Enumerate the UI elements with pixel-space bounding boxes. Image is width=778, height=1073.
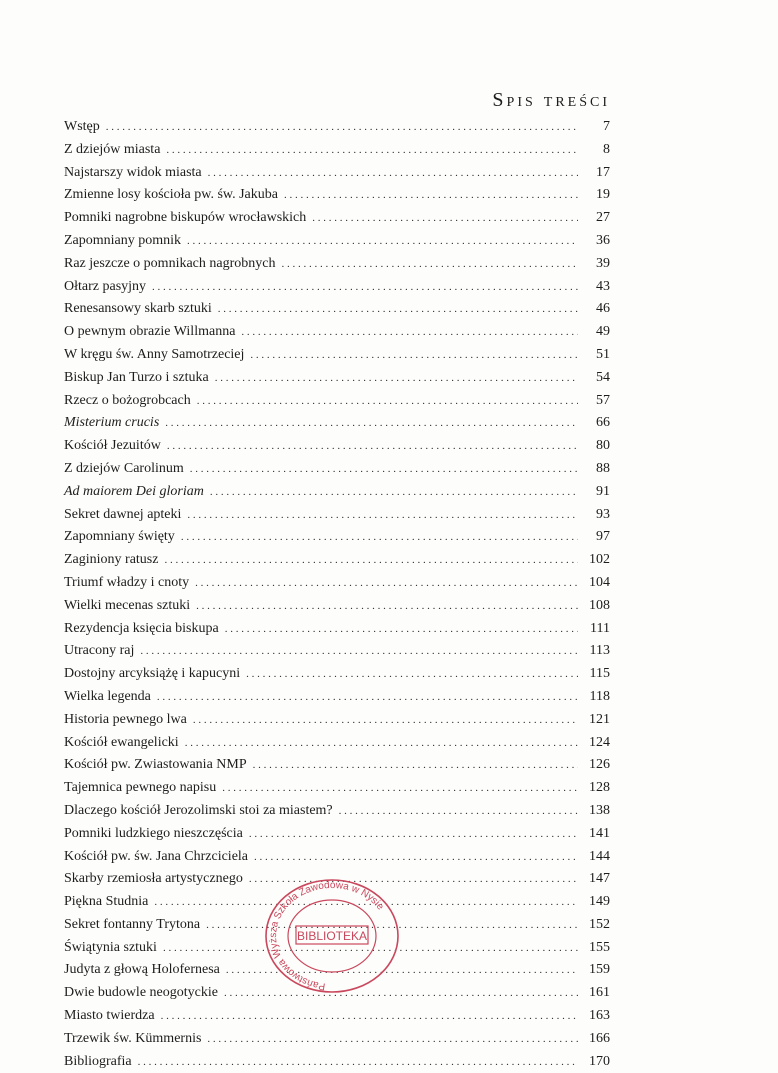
toc-entry: [64, 162, 610, 185]
toc-entry-page: 91: [596, 483, 610, 499]
toc-entry-page: 36: [596, 232, 610, 248]
toc-entry: [64, 390, 610, 413]
dot-leader: [187, 504, 578, 527]
toc-entry: [64, 116, 610, 139]
library-stamp: [258, 874, 406, 994]
toc-entry-page: 93: [596, 506, 610, 522]
toc-entry-page: 17: [596, 164, 610, 180]
toc-entry-title: Renesansowy skarb sztuki: [64, 301, 212, 317]
toc-entry: [64, 298, 610, 321]
toc-entry-page: 128: [589, 780, 610, 796]
toc-entry: [64, 732, 610, 755]
dot-leader: [167, 435, 578, 458]
toc-entry-title: Świątynia sztuki: [64, 939, 157, 955]
toc-entry: [64, 1028, 610, 1051]
toc-entry-title: Rezydencja księcia biskupa: [64, 620, 219, 636]
toc-entry-page: 80: [596, 438, 610, 454]
toc-entry-title: Rzecz o bożogrobcach: [64, 392, 191, 408]
toc-entry-page: 138: [589, 802, 610, 818]
toc-entry-title: Pomniki nagrobne biskupów wrocławskich: [64, 210, 307, 226]
dot-leader: [195, 572, 578, 595]
toc-entry-title: Kościół pw. św. Jana Chrzciciela: [64, 848, 249, 864]
toc-entry-page: 159: [589, 962, 610, 978]
toc-entry-title: Kościół pw. Zwiastowania NMP: [64, 757, 247, 773]
dot-leader: [161, 1005, 578, 1028]
toc-entry-title: Wstęp: [64, 119, 100, 134]
dot-leader: [166, 139, 578, 162]
toc-entry-title: Wielka legenda: [64, 688, 151, 704]
dot-leader: [207, 1028, 578, 1051]
toc-entry-page: 111: [590, 620, 610, 636]
toc-entry-page: 27: [596, 210, 610, 226]
toc-entry-title: Utracony raj: [64, 643, 135, 659]
dot-leader: [225, 618, 578, 641]
dot-leader: [281, 253, 578, 276]
toc-entry: [64, 686, 610, 709]
toc-entry: [64, 800, 610, 823]
toc-entry-page: 19: [596, 187, 610, 203]
toc-entry-page: 144: [589, 848, 610, 864]
toc-entry-page: 141: [589, 825, 610, 841]
dot-leader: [196, 595, 578, 618]
toc-entry-title: Sekret dawnej apteki: [64, 506, 182, 522]
dot-leader: [208, 162, 578, 185]
toc-entry: [64, 777, 610, 800]
toc-entry-title: Ad maiorem Dei gloriam: [64, 483, 204, 499]
dot-leader: [253, 754, 578, 777]
toc-entry-title: Raz jeszcze o pomnikach nagrobnych: [64, 255, 276, 271]
toc-entry-page: 39: [596, 255, 610, 271]
toc-entry-title: Zaginiony ratusz: [64, 552, 159, 568]
toc-entry-page: 102: [589, 552, 610, 568]
toc-entry-title: Misterium crucis: [64, 415, 160, 431]
toc-entry-page: 170: [589, 1053, 610, 1069]
dot-leader: [241, 321, 578, 344]
toc-entry: [64, 184, 610, 207]
toc-entry-page: 108: [589, 597, 610, 613]
toc-entry: [64, 412, 610, 435]
toc-entry-title: Najstarszy widok miasta: [64, 164, 202, 180]
toc-entry-title: Zapomniany pomnik: [64, 232, 182, 248]
dot-leader: [165, 412, 578, 435]
dot-leader: [185, 732, 578, 755]
dot-leader: [339, 800, 578, 823]
toc-entry-page: 149: [589, 894, 610, 910]
toc-entry: [64, 754, 610, 777]
dot-leader: [138, 1051, 578, 1073]
toc-entry-page: 51: [596, 346, 610, 362]
toc-entry-page: 124: [589, 734, 610, 750]
toc-entry: [64, 1051, 610, 1073]
toc-entry-title: Wielki mecenas sztuki: [64, 597, 191, 613]
toc-entry: [64, 663, 610, 686]
toc-entry-title: Zapomniany święty: [64, 529, 175, 545]
toc-entry-title: Judyta z głową Holofernesa: [64, 962, 220, 978]
toc-entry-title: Piękna Studnia: [64, 894, 149, 910]
toc-entry-title: Skarby rzemiosła artystycznego: [64, 871, 243, 887]
toc-entry-title: Kościół ewangelicki: [64, 734, 179, 750]
toc-entry: [64, 344, 610, 367]
toc-entry-page: 8: [603, 141, 610, 157]
toc-entry-title: Ołtarz pasyjny: [64, 278, 147, 294]
dot-leader: [210, 481, 578, 504]
dot-leader: [222, 777, 578, 800]
toc-entry: [64, 276, 610, 299]
dot-leader: [140, 640, 578, 663]
stamp-center-text: BIBLIOTEKA: [296, 929, 368, 943]
toc-entry: [64, 481, 610, 504]
toc-entry-page: 104: [589, 574, 610, 590]
toc-entry-page: 88: [596, 460, 610, 476]
dot-leader: [218, 298, 578, 321]
toc-entry: [64, 230, 610, 253]
toc-entry: [64, 709, 610, 732]
dot-leader: [254, 846, 578, 869]
toc-entry-page: 97: [596, 529, 610, 545]
toc-entry: [64, 846, 610, 869]
dot-leader: [197, 390, 578, 413]
toc-entry: [64, 823, 610, 846]
toc-entry-title: Miasto twierdza: [64, 1008, 155, 1024]
toc-entry-page: 54: [596, 369, 610, 385]
toc-entry-page: 57: [596, 392, 610, 408]
dot-leader: [284, 184, 578, 207]
toc-entry-title: Kościół Jezuitów: [64, 438, 161, 454]
toc-entry: [64, 595, 610, 618]
toc-entry-title: Z dziejów Carolinum: [64, 460, 184, 476]
toc-entry-page: 118: [589, 688, 610, 704]
toc-entry: [64, 572, 610, 595]
toc-entry: [64, 321, 610, 344]
toc-entry-page: 147: [589, 871, 610, 887]
toc-entry-title: Tajemnica pewnego napisu: [64, 780, 217, 796]
toc-entry-page: 166: [589, 1030, 610, 1046]
stamp-ring-text: Państwowa Wyższa Szkoła Zawodowa w Nysie: [268, 879, 386, 992]
toc-entry: [64, 1005, 610, 1028]
dot-leader: [157, 686, 578, 709]
toc-entry: [64, 549, 610, 572]
toc-entry: [64, 435, 610, 458]
toc-entry: [64, 618, 610, 641]
toc-entry: [64, 139, 610, 162]
toc-entry-page: 121: [589, 711, 610, 727]
toc-entry-title: Biskup Jan Turzo i sztuka: [64, 369, 209, 385]
page-title: Spis treści: [492, 89, 610, 112]
toc-entry-title: Triumf władzy i cnoty: [64, 574, 190, 590]
dot-leader: [250, 344, 578, 367]
toc-entry-page: 115: [589, 666, 610, 682]
toc-entry-page: 155: [589, 939, 610, 955]
toc-entry: [64, 207, 610, 230]
toc-entry: [64, 367, 610, 390]
dot-leader: [187, 230, 578, 253]
toc-entry-page: 163: [589, 1008, 610, 1024]
toc-entry-title: Historia pewnego lwa: [64, 711, 187, 727]
dot-leader: [190, 458, 578, 481]
dot-leader: [215, 367, 578, 390]
toc-entry-page: 66: [596, 415, 610, 431]
dot-leader: [152, 276, 578, 299]
toc-entry-title: Trzewik św. Kümmernis: [64, 1030, 202, 1046]
toc-entry: [64, 526, 610, 549]
toc-entry-page: 43: [596, 278, 610, 294]
toc-entry-page: 7: [603, 119, 610, 134]
toc-entry-title: Dostojny arcyksiążę i kapucyni: [64, 666, 241, 682]
toc-entry: [64, 504, 610, 527]
toc-entry: [64, 640, 610, 663]
dot-leader: [181, 526, 578, 549]
dot-leader: [249, 823, 578, 846]
toc-entry-page: 46: [596, 301, 610, 317]
toc-entry-title: Dlaczego kościół Jerozolimski stoi za miastem?: [64, 802, 333, 818]
toc-entry-title: Sekret fontanny Trytona: [64, 916, 201, 932]
dot-leader: [246, 663, 578, 686]
dot-leader: [312, 207, 578, 230]
toc-entry-title: Z dziejów miasta: [64, 141, 161, 157]
toc-entry-title: O pewnym obrazie Willmanna: [64, 324, 236, 340]
toc-entry-title: Dwie budowle neogotyckie: [64, 985, 218, 1001]
dot-leader: [106, 116, 578, 139]
toc-entry-page: 49: [596, 324, 610, 340]
toc-entry-page: 126: [589, 757, 610, 773]
dot-leader: [164, 549, 578, 572]
toc-entry: [64, 253, 610, 276]
toc-entry-title: Bibliografia: [64, 1053, 132, 1069]
dot-leader: [193, 709, 578, 732]
toc-entry-page: 161: [589, 985, 610, 1001]
toc-entry-page: 113: [589, 643, 610, 659]
toc-entry-page: 152: [589, 916, 610, 932]
toc-entry-title: W kręgu św. Anny Samotrzeciej: [64, 346, 245, 362]
toc-entry-title: Zmienne losy kościoła pw. św. Jakuba: [64, 187, 278, 203]
toc-entry: [64, 458, 610, 481]
toc-entry-title: Pomniki ludzkiego nieszczęścia: [64, 825, 243, 841]
